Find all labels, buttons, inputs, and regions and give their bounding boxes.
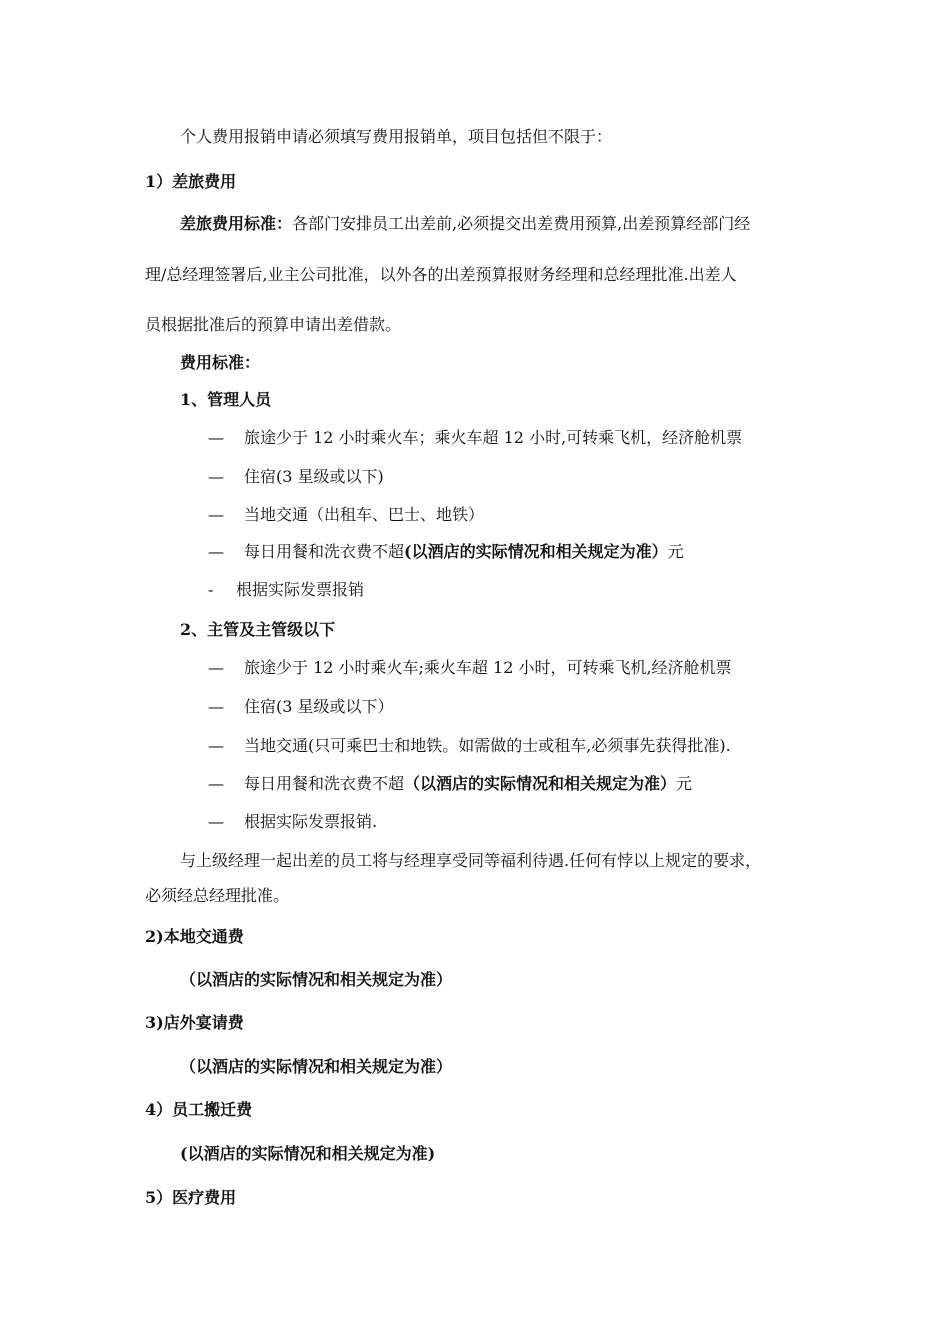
travel-standard-line-3: 员根据批准后的预算申请出差借款。 — [145, 315, 402, 334]
dash-marker: — — [208, 812, 224, 831]
list-item-text: 每日用餐和洗衣费不超 — [244, 774, 405, 793]
list-item-text: 根据实际发票报销 — [236, 580, 365, 599]
list-item — [208, 580, 364, 600]
list-item-unit: 元 — [667, 542, 684, 561]
travel-standard-line-1 — [180, 214, 750, 234]
section-3-note: （以酒店的实际情况和相关规定为准） — [180, 1057, 453, 1076]
supervisor-heading: 2、主管及主管级以下 — [180, 620, 336, 639]
list-item-text: 住宿(3 星级或以下） — [244, 697, 394, 716]
list-item-text: 住宿(3 星级或以下) — [244, 467, 384, 486]
accompany-paragraph-line-2: 必须经总经理批准。 — [145, 886, 290, 905]
list-item-bold-note: (以酒店的实际情况和相关规定为准） — [404, 542, 668, 561]
section-5-heading: 5）医疗费用 — [145, 1188, 237, 1207]
list-item-text: 旅途少于 12 小时乘火车;乘火车超 12 小时，可转乘飞机,经济舱机票 — [244, 658, 732, 677]
dash-marker: — — [208, 467, 224, 486]
list-item — [208, 428, 742, 448]
dash-marker: — — [208, 658, 224, 677]
section-4-note: (以酒店的实际情况和相关规定为准) — [180, 1144, 436, 1163]
list-item — [208, 542, 684, 562]
section-3-heading: 3)店外宴请费 — [145, 1013, 244, 1032]
travel-standard-line-2: 理/总经理签署后,业主公司批准，以外各的出差预算报财务经理和总经理批准.出差人 — [145, 265, 737, 284]
intro-paragraph: 个人费用报销申请必须填写费用报销单，项目包括但不限于： — [180, 127, 613, 146]
section-2-note: （以酒店的实际情况和相关规定为准） — [180, 970, 453, 989]
list-item — [208, 774, 692, 794]
list-item-text: 每日用餐和洗衣费不超 — [244, 542, 405, 561]
list-item-unit: 元 — [676, 774, 693, 793]
hyphen-marker: - — [208, 580, 214, 599]
section-1-heading: 1）差旅费用 — [145, 172, 237, 191]
list-item-text: 旅途少于 12 小时乘火车；乘火车超 12 小时,可转乘飞机，经济舱机票 — [244, 428, 743, 447]
list-item — [208, 658, 732, 678]
list-item-text: 当地交通（出租车、巴士、地铁） — [244, 505, 485, 524]
list-item — [208, 697, 394, 717]
list-item — [208, 736, 731, 756]
dash-marker: — — [208, 505, 224, 524]
list-item — [208, 812, 377, 832]
section-4-heading: 4）员工搬迁费 — [145, 1100, 253, 1119]
list-item-bold-note: （以酒店的实际情况和相关规定为准） — [404, 774, 677, 793]
management-heading: 1、管理人员 — [180, 390, 272, 409]
travel-standard-text-1: 各部门安排员工出差前,必须提交出差费用预算,出差预算经部门经 — [292, 214, 751, 233]
travel-standard-label: 差旅费用标准： — [180, 214, 293, 233]
fee-standard-heading: 费用标准： — [180, 353, 261, 372]
list-item — [208, 467, 384, 487]
accompany-paragraph-line-1: 与上级经理一起出差的员工将与经理享受同等福利待遇.任何有悖以上规定的要求， — [180, 851, 762, 870]
dash-marker: — — [208, 736, 224, 755]
list-item-text: 当地交通(只可乘巴士和地铁。如需做的士或租车,必须事先获得批准). — [244, 736, 731, 755]
dash-marker: — — [208, 542, 224, 561]
list-item-text: 根据实际发票报销. — [244, 812, 378, 831]
dash-marker: — — [208, 428, 224, 447]
dash-marker: — — [208, 774, 224, 793]
section-2-heading: 2)本地交通费 — [145, 927, 244, 946]
list-item — [208, 505, 484, 525]
dash-marker: — — [208, 697, 224, 716]
